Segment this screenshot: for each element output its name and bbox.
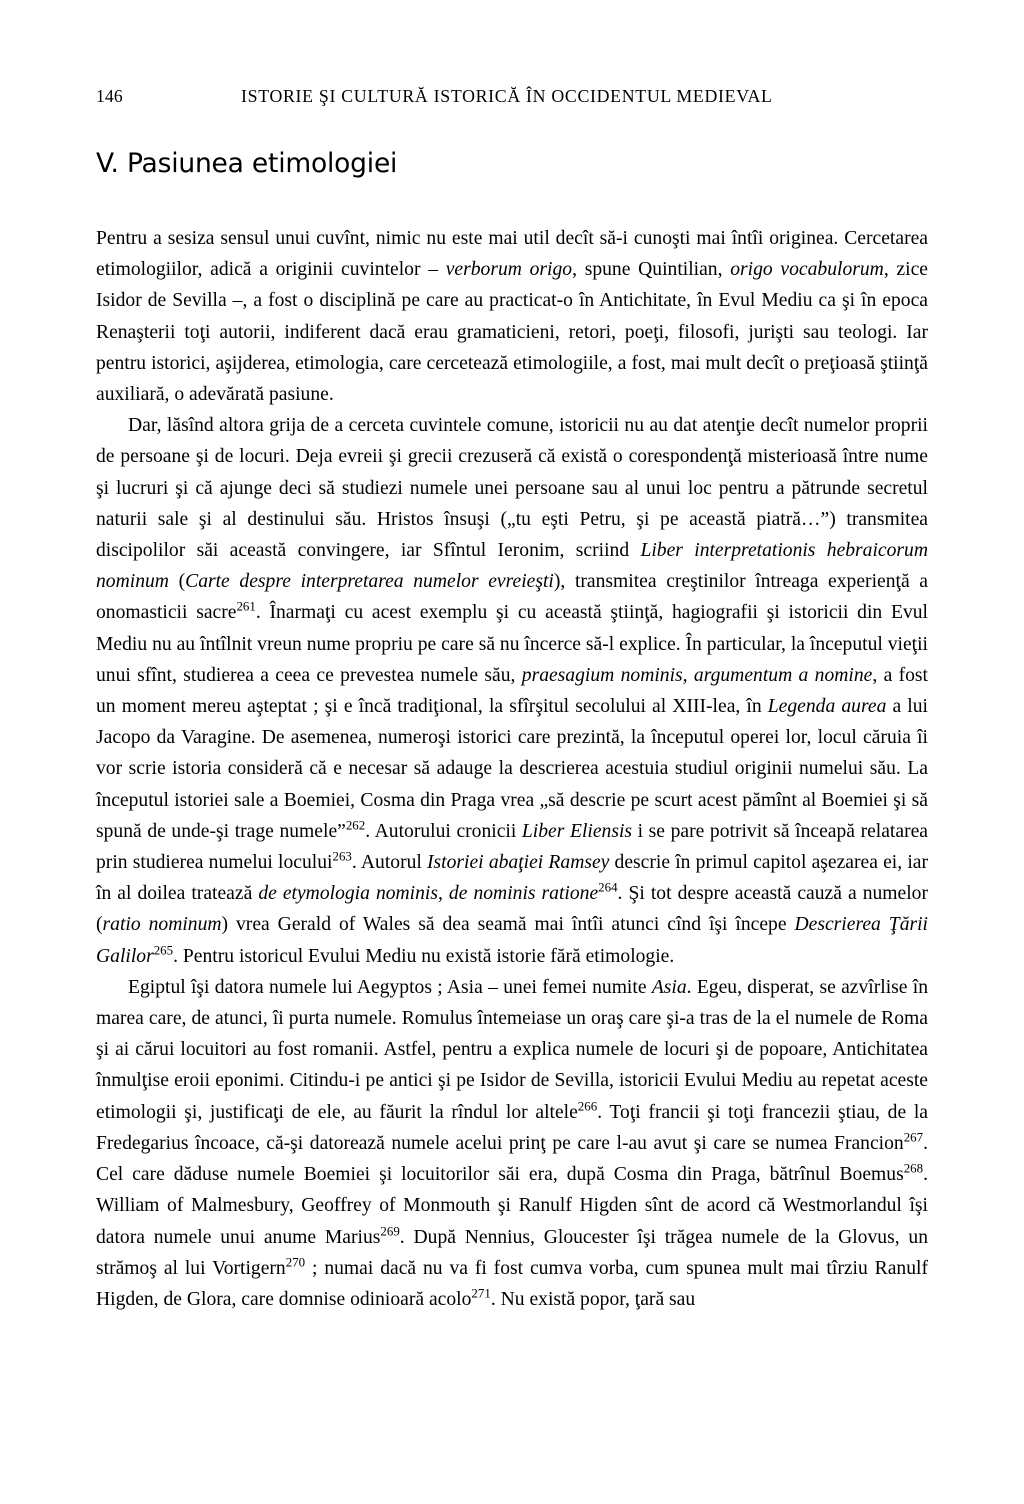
page-content <box>96 148 928 1315</box>
paragraph-2: Dar, lăsînd altora grija de a cerceta cuvintele comune, istoricii nu au dat atenţie decît numelor proprii de persoane şi de locuri. Deja evreii şi grecii crezuseră că există o corespondenţă misterioasă între nume şi lucruri şi că ajunge deci să studiezi numele unei persoane sau al unui loc pentru a pătrunde secretul naturii sale şi al destinului său. Hristos însuşi („tu eşti Petru, şi pe această piatră…”) transmitea discipolilor săi această convingere, iar Sfîntul Ieronim, scriind Liber interpretationis hebraicorum nominum (Carte despre interpretarea numelor evreieşti), transmitea creştinilor întreaga experienţă a onomasticii sacre$^{261}$. Înarmaţi cu acest exemplu şi cu această ştiinţă, hagiografii şi istoricii din Evul Mediu nu au întîlnit vreun nume propriu pe care să nu încerce să-l explice. În particular, la începutul vieţii unui sfînt, studierea a ceea ce prevestea numele său, praesagium nominis, argumentum a nomine, a fost un moment mereu aşteptat ; şi e încă tradiţional, la sfîrşitul secolului al XIII-lea, în Legenda aurea a lui Jacopo da Varagine. De asemenea, numeroşi istorici care prezintă, la începutul operei lor, locul căruia îi vor scrie istoria consideră că e necesar să adauge la descrierea acestuia studiul originii numelui său. La începutul istoriei sale a Boemiei, Cosma din Praga vrea „să descrie pe scurt acest pămînt al Boemiei şi să spună de unde-şi trage numele”$^{262}$. Autorului cronicii Liber Eliensis i se pare potrivit să înceapă relatarea prin studierea numelui locului$^{263}$. Autorul Istoriei abaţiei Ramsey descrie în primul capitol aşezarea ei, iar în al doilea tratează de etymologia nominis, de nominis ratione$^{264}$. Şi tot despre această cauză a numelor (ratio nominum) vrea Gerald of Wales să dea seamă mai întîi atunci cînd îşi începe Descrierea Ţării Galilor$^{265}$. Pentru istoricul Evului Mediu nu există istorie fără etimologie. <box>96 415 929 967</box>
paragraph-3: Egiptul îşi datora numele lui Aegyptos ; Asia – unei femei numite Asia. Egeu, disperat, se azvîrlise în marea care, de atunci, îi purta numele. Romulus întemeiase un oraş care şi-a tras de la el numele de Roma şi ai cărui locuitori au fost romanii. Astfel, pentru a explica numele de locuri şi de popoare, Antichitatea înmulţise eroii eponimi. Citindu-i pe antici şi pe Isidor de Sevilla, istoricii Evului Mediu au repetat aceste etimologii şi, justificaţi de ele, au făurit la rîndul lor altele$^{266}$. Toţi francii şi toţi francezii ştiau, de la Fredegarius încoace, că-şi datorează numele acelui prinţ pe care l-au avut şi care se numea Francion$^{267}$. Cel care dăduse numele Boemiei şi locuitorilor săi era, după Cosma din Praga, bătrînul Boemus$^{268}$. William of Malmesbury, Geoffrey of Monmouth şi Ranulf Higden sînt de acord că Westmorlandul îşi datora numele unui anume Marius$^{269}$. După Nennius, Gloucester îşi trăgea numele de la Glovus, un strămoş al lui Vortigern$^{270}$ ; numai dacă nu va fi fost cumva vorba, cum spunea mult mai tîrziu Ranulf Higden, de Glora, care domnise odinioară acolo$^{271}$. Nu există popor, ţară sau <box>96 976 928 1310</box>
running-head <box>96 86 928 107</box>
page-number: 146 <box>96 86 123 106</box>
section-title: V. Pasiunea etimologiei <box>96 148 398 179</box>
paragraph-1: Pentru a sesiza sensul unui cuvînt, nimic nu este mai util decît să-i cunoşti mai întîi originea. Cercetarea etimologiilor, adică a originii cuvintelor – verborum origo, spune Quintilian, origo vocabulorum, zice Isidor de Sevilla –, a fost o disciplină pe care au practicat-o în Antichitate, în Evul Mediu ca şi în epoca Renaşterii toţi autorii, indiferent dacă erau gramaticieni, retori, poeţi, filosofi, jurişti sau teologi. Iar pentru istorici, aşijderea, etimologia, care cercetează etimologiile, a fost, mai mult decît o preţioasă ştiinţă auxiliară, o adevărată pasiune. <box>96 228 928 406</box>
running-title: ISTORIE ŞI CULTURĂ ISTORICĂ ÎN OCCIDENTUL MEDIEVAL <box>241 86 773 106</box>
